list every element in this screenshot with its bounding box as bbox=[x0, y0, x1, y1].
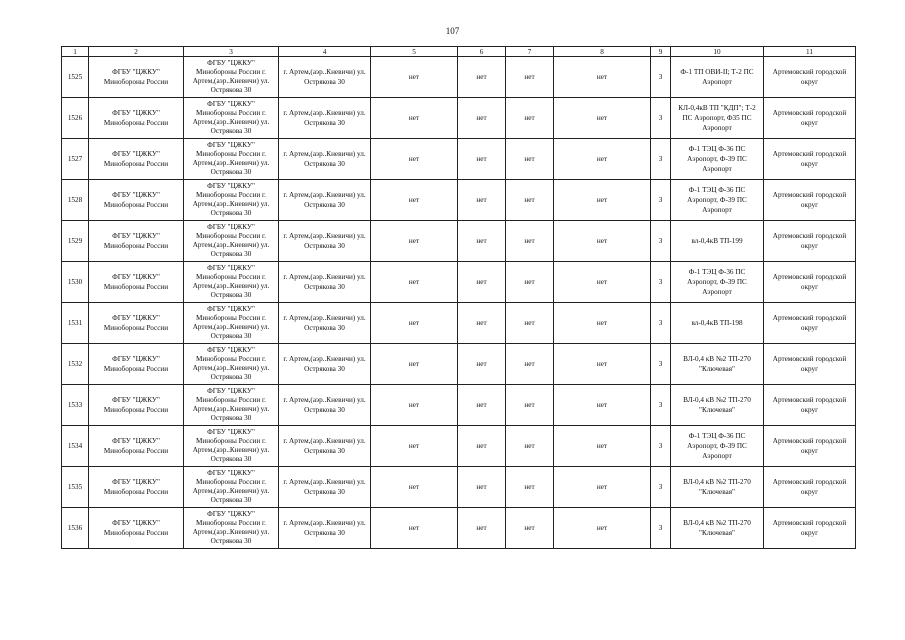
col8-cell: нет bbox=[554, 221, 651, 262]
row-number-cell: 1531 bbox=[62, 303, 89, 344]
row-number-cell: 1530 bbox=[62, 262, 89, 303]
organization-cell: ФГБУ "ЦЖКУ" Минобороны России bbox=[89, 139, 184, 180]
row-number-cell: 1525 bbox=[62, 57, 89, 98]
col9-cell: 3 bbox=[651, 467, 671, 508]
row-number-cell: 1533 bbox=[62, 385, 89, 426]
col5-cell: нет bbox=[371, 508, 458, 549]
district-cell: Артемовский городской округ bbox=[764, 344, 856, 385]
organization-cell: ФГБУ "ЦЖКУ" Минобороны России bbox=[89, 180, 184, 221]
organization-cell: ФГБУ "ЦЖКУ" Минобороны России bbox=[89, 426, 184, 467]
col8-cell: нет bbox=[554, 344, 651, 385]
column-header: 3 bbox=[184, 47, 279, 57]
col6-cell: нет bbox=[458, 98, 506, 139]
col6-cell: нет bbox=[458, 180, 506, 221]
organization-cell: ФГБУ "ЦЖКУ" Минобороны России bbox=[89, 57, 184, 98]
col5-cell: нет bbox=[371, 467, 458, 508]
col5-cell: нет bbox=[371, 98, 458, 139]
department-cell: ФГБУ "ЦЖКУ" Минобороны России г. Артем,(аэр..Кневичи) ул. Острякова 30 bbox=[184, 426, 279, 467]
col5-cell: нет bbox=[371, 426, 458, 467]
column-header: 6 bbox=[458, 47, 506, 57]
col9-cell: 3 bbox=[651, 139, 671, 180]
col5-cell: нет bbox=[371, 221, 458, 262]
power-line-cell: ВЛ-0,4 кВ №2 ТП-270 "Ключевая" bbox=[671, 508, 764, 549]
department-cell: ФГБУ "ЦЖКУ" Минобороны России г. Артем,(аэр..Кневичи) ул. Острякова 30 bbox=[184, 303, 279, 344]
department-cell: ФГБУ "ЦЖКУ" Минобороны России г. Артем,(аэр..Кневичи) ул. Острякова 30 bbox=[184, 180, 279, 221]
col9-cell: 3 bbox=[651, 508, 671, 549]
col9-cell: 3 bbox=[651, 180, 671, 221]
department-cell: ФГБУ "ЦЖКУ" Минобороны России г. Артем,(аэр..Кневичи) ул. Острякова 30 bbox=[184, 344, 279, 385]
address-cell: г. Артем,(аэр..Кневичи) ул. Острякова 30 bbox=[279, 508, 371, 549]
col6-cell: нет bbox=[458, 467, 506, 508]
table-row bbox=[62, 467, 856, 508]
column-header: 5 bbox=[371, 47, 458, 57]
address-cell: г. Артем,(аэр..Кневичи) ул. Острякова 30 bbox=[279, 426, 371, 467]
col8-cell: нет bbox=[554, 467, 651, 508]
col8-cell: нет bbox=[554, 139, 651, 180]
table-row bbox=[62, 262, 856, 303]
district-cell: Артемовский городской округ bbox=[764, 98, 856, 139]
address-cell: г. Артем,(аэр..Кневичи) ул. Острякова 30 bbox=[279, 57, 371, 98]
col7-cell: нет bbox=[506, 98, 554, 139]
table-row bbox=[62, 98, 856, 139]
col6-cell: нет bbox=[458, 262, 506, 303]
power-line-cell: ВЛ-0,4 кВ №2 ТП-270 "Ключевая" bbox=[671, 385, 764, 426]
col8-cell: нет bbox=[554, 385, 651, 426]
department-cell: ФГБУ "ЦЖКУ" Минобороны России г. Артем,(аэр..Кневичи) ул. Острякова 30 bbox=[184, 467, 279, 508]
organization-cell: ФГБУ "ЦЖКУ" Минобороны России bbox=[89, 303, 184, 344]
row-number-cell: 1529 bbox=[62, 221, 89, 262]
col7-cell: нет bbox=[506, 262, 554, 303]
organization-cell: ФГБУ "ЦЖКУ" Минобороны России bbox=[89, 385, 184, 426]
power-line-cell: Ф-1 ТЭЦ Ф-36 ПС Аэропорт, Ф-39 ПС Аэропорт bbox=[671, 139, 764, 180]
column-header: 2 bbox=[89, 47, 184, 57]
row-number-cell: 1528 bbox=[62, 180, 89, 221]
organization-cell: ФГБУ "ЦЖКУ" Минобороны России bbox=[89, 467, 184, 508]
column-header: 1 bbox=[62, 47, 89, 57]
organization-cell: ФГБУ "ЦЖКУ" Минобороны России bbox=[89, 98, 184, 139]
register-table bbox=[61, 46, 856, 549]
department-cell: ФГБУ "ЦЖКУ" Минобороны России г. Артем,(аэр..Кневичи) ул. Острякова 30 bbox=[184, 139, 279, 180]
row-number-cell: 1534 bbox=[62, 426, 89, 467]
col9-cell: 3 bbox=[651, 262, 671, 303]
district-cell: Артемовский городской округ bbox=[764, 426, 856, 467]
col5-cell: нет bbox=[371, 180, 458, 221]
col5-cell: нет bbox=[371, 139, 458, 180]
district-cell: Артемовский городской округ bbox=[764, 303, 856, 344]
address-cell: г. Артем,(аэр..Кневичи) ул. Острякова 30 bbox=[279, 221, 371, 262]
table-row bbox=[62, 508, 856, 549]
department-cell: ФГБУ "ЦЖКУ" Минобороны России г. Артем,(аэр..Кневичи) ул. Острякова 30 bbox=[184, 508, 279, 549]
table-row bbox=[62, 344, 856, 385]
power-line-cell: вл-0,4кВ ТП-198 bbox=[671, 303, 764, 344]
col7-cell: нет bbox=[506, 508, 554, 549]
col6-cell: нет bbox=[458, 508, 506, 549]
col8-cell: нет bbox=[554, 303, 651, 344]
col6-cell: нет bbox=[458, 426, 506, 467]
address-cell: г. Артем,(аэр..Кневичи) ул. Острякова 30 bbox=[279, 262, 371, 303]
col7-cell: нет bbox=[506, 344, 554, 385]
district-cell: Артемовский городской округ bbox=[764, 180, 856, 221]
row-number-cell: 1527 bbox=[62, 139, 89, 180]
col9-cell: 3 bbox=[651, 57, 671, 98]
district-cell: Артемовский городской округ bbox=[764, 139, 856, 180]
address-cell: г. Артем,(аэр..Кневичи) ул. Острякова 30 bbox=[279, 344, 371, 385]
department-cell: ФГБУ "ЦЖКУ" Минобороны России г. Артем,(аэр..Кневичи) ул. Острякова 30 bbox=[184, 98, 279, 139]
col7-cell: нет bbox=[506, 139, 554, 180]
power-line-cell: Ф-1 ТП ОВИ-II; Т-2 ПС Аэропорт bbox=[671, 57, 764, 98]
col8-cell: нет bbox=[554, 508, 651, 549]
column-header: 8 bbox=[554, 47, 651, 57]
col8-cell: нет bbox=[554, 426, 651, 467]
col8-cell: нет bbox=[554, 98, 651, 139]
column-header: 7 bbox=[506, 47, 554, 57]
address-cell: г. Артем,(аэр..Кневичи) ул. Острякова 30 bbox=[279, 180, 371, 221]
district-cell: Артемовский городской округ bbox=[764, 385, 856, 426]
district-cell: Артемовский городской округ bbox=[764, 508, 856, 549]
page-number: 107 bbox=[445, 26, 460, 36]
col9-cell: 3 bbox=[651, 344, 671, 385]
col9-cell: 3 bbox=[651, 98, 671, 139]
power-line-cell: Ф-1 ТЭЦ Ф-36 ПС Аэропорт, Ф-39 ПС Аэропорт bbox=[671, 262, 764, 303]
col7-cell: нет bbox=[506, 57, 554, 98]
col9-cell: 3 bbox=[651, 221, 671, 262]
col8-cell: нет bbox=[554, 57, 651, 98]
col7-cell: нет bbox=[506, 221, 554, 262]
organization-cell: ФГБУ "ЦЖКУ" Минобороны России bbox=[89, 344, 184, 385]
organization-cell: ФГБУ "ЦЖКУ" Минобороны России bbox=[89, 508, 184, 549]
col7-cell: нет bbox=[506, 426, 554, 467]
col5-cell: нет bbox=[371, 262, 458, 303]
table-row bbox=[62, 180, 856, 221]
row-number-cell: 1532 bbox=[62, 344, 89, 385]
district-cell: Артемовский городской округ bbox=[764, 57, 856, 98]
column-header: 4 bbox=[279, 47, 371, 57]
col6-cell: нет bbox=[458, 344, 506, 385]
power-line-cell: вл-0,4кВ ТП-199 bbox=[671, 221, 764, 262]
table-row bbox=[62, 385, 856, 426]
col9-cell: 3 bbox=[651, 303, 671, 344]
col6-cell: нет bbox=[458, 221, 506, 262]
col5-cell: нет bbox=[371, 385, 458, 426]
power-line-cell: КЛ-0,4кВ ТП "КДП"; Т-2 ПС Аэропорт, Ф35 ПС Аэропорт bbox=[671, 98, 764, 139]
address-cell: г. Артем,(аэр..Кневичи) ул. Острякова 30 bbox=[279, 98, 371, 139]
address-cell: г. Артем,(аэр..Кневичи) ул. Острякова 30 bbox=[279, 303, 371, 344]
department-cell: ФГБУ "ЦЖКУ" Минобороны России г. Артем,(аэр..Кневичи) ул. Острякова 30 bbox=[184, 262, 279, 303]
col9-cell: 3 bbox=[651, 385, 671, 426]
col6-cell: нет bbox=[458, 139, 506, 180]
table-row bbox=[62, 426, 856, 467]
organization-cell: ФГБУ "ЦЖКУ" Минобороны России bbox=[89, 221, 184, 262]
power-line-cell: ВЛ-0,4 кВ №2 ТП-270 "Ключевая" bbox=[671, 467, 764, 508]
col6-cell: нет bbox=[458, 385, 506, 426]
district-cell: Артемовский городской округ bbox=[764, 221, 856, 262]
col7-cell: нет bbox=[506, 180, 554, 221]
column-header: 10 bbox=[671, 47, 764, 57]
col5-cell: нет bbox=[371, 344, 458, 385]
row-number-cell: 1536 bbox=[62, 508, 89, 549]
power-line-cell: Ф-1 ТЭЦ Ф-36 ПС Аэропорт, Ф-39 ПС Аэропорт bbox=[671, 426, 764, 467]
organization-cell: ФГБУ "ЦЖКУ" Минобороны России bbox=[89, 262, 184, 303]
row-number-cell: 1535 bbox=[62, 467, 89, 508]
column-header: 9 bbox=[651, 47, 671, 57]
address-cell: г. Артем,(аэр..Кневичи) ул. Острякова 30 bbox=[279, 385, 371, 426]
col8-cell: нет bbox=[554, 262, 651, 303]
col5-cell: нет bbox=[371, 57, 458, 98]
row-number-cell: 1526 bbox=[62, 98, 89, 139]
col7-cell: нет bbox=[506, 385, 554, 426]
col6-cell: нет bbox=[458, 303, 506, 344]
power-line-cell: Ф-1 ТЭЦ Ф-36 ПС Аэропорт, Ф-39 ПС Аэропорт bbox=[671, 180, 764, 221]
address-cell: г. Артем,(аэр..Кневичи) ул. Острякова 30 bbox=[279, 139, 371, 180]
power-line-cell: ВЛ-0,4 кВ №2 ТП-270 "Ключевая" bbox=[671, 344, 764, 385]
department-cell: ФГБУ "ЦЖКУ" Минобороны России г. Артем,(аэр..Кневичи) ул. Острякова 30 bbox=[184, 385, 279, 426]
col7-cell: нет bbox=[506, 303, 554, 344]
col6-cell: нет bbox=[458, 57, 506, 98]
table-row bbox=[62, 139, 856, 180]
address-cell: г. Артем,(аэр..Кневичи) ул. Острякова 30 bbox=[279, 467, 371, 508]
column-header: 11 bbox=[764, 47, 856, 57]
district-cell: Артемовский городской округ bbox=[764, 262, 856, 303]
department-cell: ФГБУ "ЦЖКУ" Минобороны России г. Артем,(аэр..Кневичи) ул. Острякова 30 bbox=[184, 221, 279, 262]
department-cell: ФГБУ "ЦЖКУ" Минобороны России г. Артем,(аэр..Кневичи) ул. Острякова 30 bbox=[184, 57, 279, 98]
district-cell: Артемовский городской округ bbox=[764, 467, 856, 508]
col9-cell: 3 bbox=[651, 426, 671, 467]
col5-cell: нет bbox=[371, 303, 458, 344]
col8-cell: нет bbox=[554, 180, 651, 221]
table-row bbox=[62, 221, 856, 262]
table-row bbox=[62, 57, 856, 98]
table-row bbox=[62, 303, 856, 344]
col7-cell: нет bbox=[506, 467, 554, 508]
header-row bbox=[62, 47, 856, 57]
